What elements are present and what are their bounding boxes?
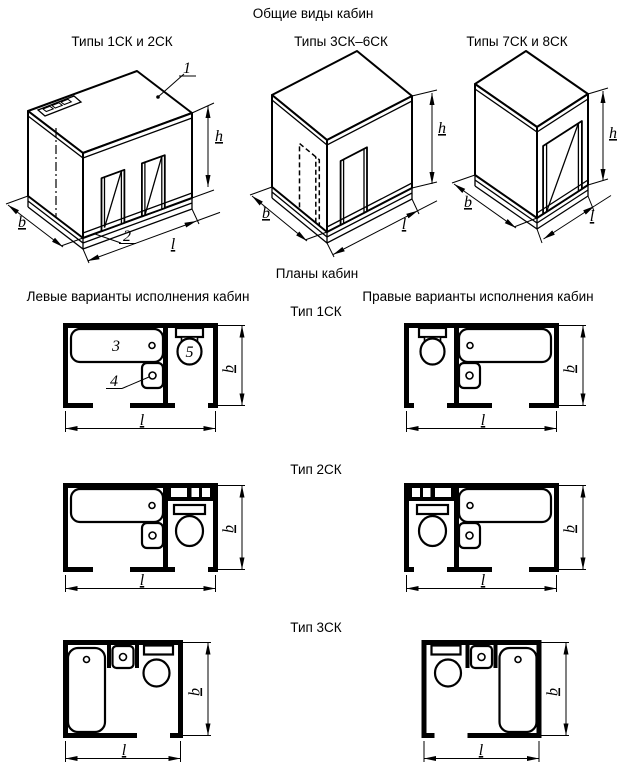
callout-2-number: 2 xyxy=(123,228,131,245)
dim-h xyxy=(192,103,223,198)
plan-3sk-right xyxy=(422,640,570,762)
dim-l xyxy=(407,411,557,432)
dim-label-l: l xyxy=(139,412,145,429)
dim-label-l: l xyxy=(170,236,176,253)
dim-h xyxy=(588,88,617,185)
dim-b xyxy=(218,326,245,406)
plan-3sk-left xyxy=(63,640,211,762)
callout-1-number: 1 xyxy=(183,60,191,77)
dim-label-l: l xyxy=(480,572,486,589)
callout-1 xyxy=(156,60,196,99)
dim-label-h: h xyxy=(438,120,446,137)
dim-label-b: b xyxy=(561,365,579,373)
dim-label-l: l xyxy=(139,572,145,589)
plan-2sk-left-geometry xyxy=(63,483,218,572)
iso-view-types-7sk-8sk xyxy=(452,51,617,243)
dim-label-l: l xyxy=(401,216,407,233)
callout-5-number: 5 xyxy=(185,344,194,361)
dim-l xyxy=(407,572,557,592)
callout-3-number: 3 xyxy=(112,338,120,355)
dim-b xyxy=(541,643,569,736)
plan-1sk-left-geometry xyxy=(63,323,218,408)
dim-b xyxy=(559,486,586,570)
general-views-title: Общие виды кабин xyxy=(252,6,374,21)
plans-title: Планы кабин xyxy=(275,266,359,281)
plan-2sk-right-geometry xyxy=(404,483,559,572)
dim-label-b: b xyxy=(18,214,26,231)
dim-label-b: b xyxy=(186,688,204,696)
dim-b xyxy=(183,643,211,736)
dim-b xyxy=(218,486,245,570)
column-title-types-7-8: Типы 7СК и 8СК xyxy=(466,34,568,49)
dim-label-b: b xyxy=(464,194,472,211)
dim-l xyxy=(424,741,539,762)
dim-label-h: h xyxy=(215,128,223,145)
dim-label-b: b xyxy=(544,688,562,696)
column-title-types-1-2: Типы 1СК и 2СК xyxy=(71,34,173,49)
right-variants-label: Правые варианты исполнения кабин xyxy=(362,289,594,304)
column-title-types-3-6: Типы 3СК–6СК xyxy=(294,34,388,49)
type-3sk-label: Тип 3СК xyxy=(290,620,342,635)
dim-l xyxy=(66,572,216,592)
plan-3sk-right-geometry xyxy=(422,640,542,738)
dim-label-b: b xyxy=(262,205,270,222)
plan-2sk-left xyxy=(63,483,245,592)
dim-label-l: l xyxy=(480,412,486,429)
type-2sk-label: Тип 2СК xyxy=(290,462,342,477)
left-variants-label: Левые варианты исполнения кабин xyxy=(26,289,250,304)
plan-1sk-right-geometry xyxy=(404,323,559,408)
dim-label-l: l xyxy=(589,208,595,225)
type-1sk-label: Тип 1СК xyxy=(290,304,342,319)
dim-l xyxy=(66,741,181,762)
plan-1sk-left xyxy=(63,323,245,432)
dim-label-b: b xyxy=(561,525,579,533)
dim-label-h: h xyxy=(609,125,617,142)
iso-view-types-3sk-6sk xyxy=(250,51,446,257)
plan-1sk-right xyxy=(404,323,586,432)
plan-3sk-left-geometry xyxy=(63,640,183,738)
iso-view-types-1sk-2sk xyxy=(6,60,223,263)
callout-4-number: 4 xyxy=(110,373,118,390)
dim-label-b: b xyxy=(220,365,238,373)
dim-label-l: l xyxy=(478,742,484,759)
plan-2sk-right xyxy=(404,483,586,592)
dim-label-l: l xyxy=(121,742,127,759)
dim-b xyxy=(559,326,586,406)
dim-label-b: b xyxy=(220,525,238,533)
dim-h xyxy=(412,90,446,188)
dim-l xyxy=(66,411,216,432)
